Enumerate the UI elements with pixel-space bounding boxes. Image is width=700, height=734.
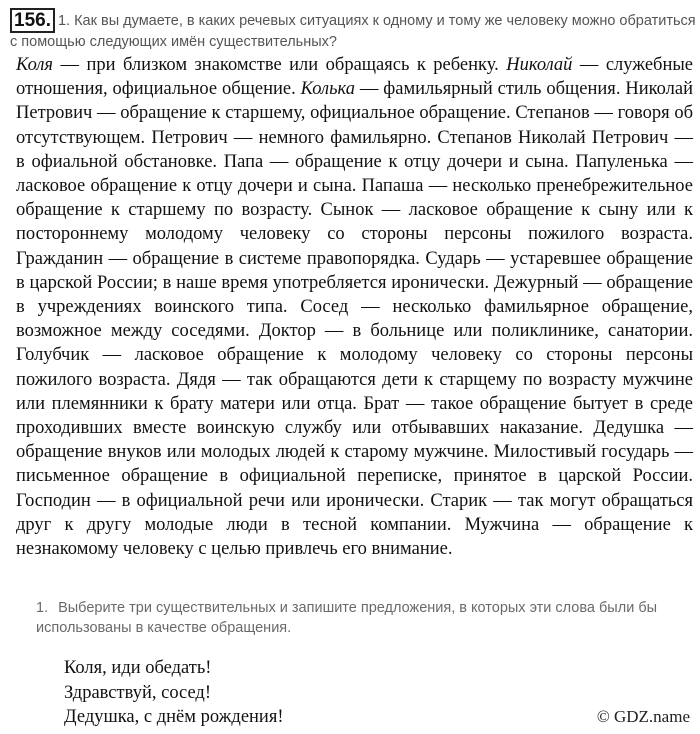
name-nikolai: Николай [506, 55, 573, 75]
example-sentence: Дедушка, с днём рождения! [64, 707, 284, 727]
answer-text [16, 53, 693, 561]
sub-task [36, 598, 692, 638]
answer-rest: — фамильярный стиль общения. Николай Петрович — обращение к старшему, официальное обращение. Степанов — говоря об отсутствующем. Петрович — немного фамильярно. Степанов Николай Петрович — в офиальной обстановке. Папа — обращение к отцу дочери и сына. Папуленька — ласковое обращение к отцу дочери и сына. Папаша — несколько пренебрежительное обращение к старшему по возрасту. Сынок — ласковое обращение к сыну или к постороннему молодому человеку со стороны персоны пожилого возраста. Гражданин — обращение в системе правопорядка. Сударь — устаревшее обращение в царской России; в наше время употребляется иронически. Дежурный — обращение в учреждениях воинского типа. Сосед — несколько фамильярное обращение, возможное между соседями. Доктор — в больнице или поликлинике, санатории. Голубчик — ласковое обращение к молодому человеку со стороны персоны пожилого возраста. Дядя — так обращаются дети к старщему по возрасту мужчине или племянники к брату матери или отца. Брат — такое обращение бытует в среде проходивших вместе воинскую службу или отбывавших наказание. Дедушка — обращение внуков или молодых людей к старому мужчине. Милостивый государь — письменное обращение в официальной переписке, принятое в царской России. Господин — в официальной речи или иронически. Старик — так могут обращаться друг к другу молодые люди в тесной компании. Мужчина — обращение к незнакомому человеку с целью привлечь его внимание. [16, 79, 693, 560]
kolya-description: — при близком знакомстве или обращаясь к ребенку. [53, 55, 507, 75]
watermark: © GDZ.name [596, 707, 690, 726]
task-number: 156. [10, 8, 55, 33]
example-sentence: Коля, иди обедать! [64, 658, 212, 678]
sub-task-number: 1. [36, 600, 49, 616]
sub-task-text: Выберите три существительных и запишите предложения, в которых эти слова были бы использованы в качестве обращения. [36, 600, 658, 636]
name-kolka: Колька [300, 79, 355, 100]
nikolai-description: — служебные отношения, официальное общение. [16, 55, 693, 100]
task-header [10, 8, 696, 52]
example-sentence: Здравствуй, сосед! [64, 682, 212, 703]
answer-paragraph [16, 53, 693, 561]
name-kolya: Коля [16, 55, 54, 75]
example-sentences [64, 656, 284, 730]
task-question: 1. Как вы думаете, в каких речевых ситуациях к одному и тому же человеку можно обратиться с помощью следующих имён существительных? [10, 13, 696, 50]
